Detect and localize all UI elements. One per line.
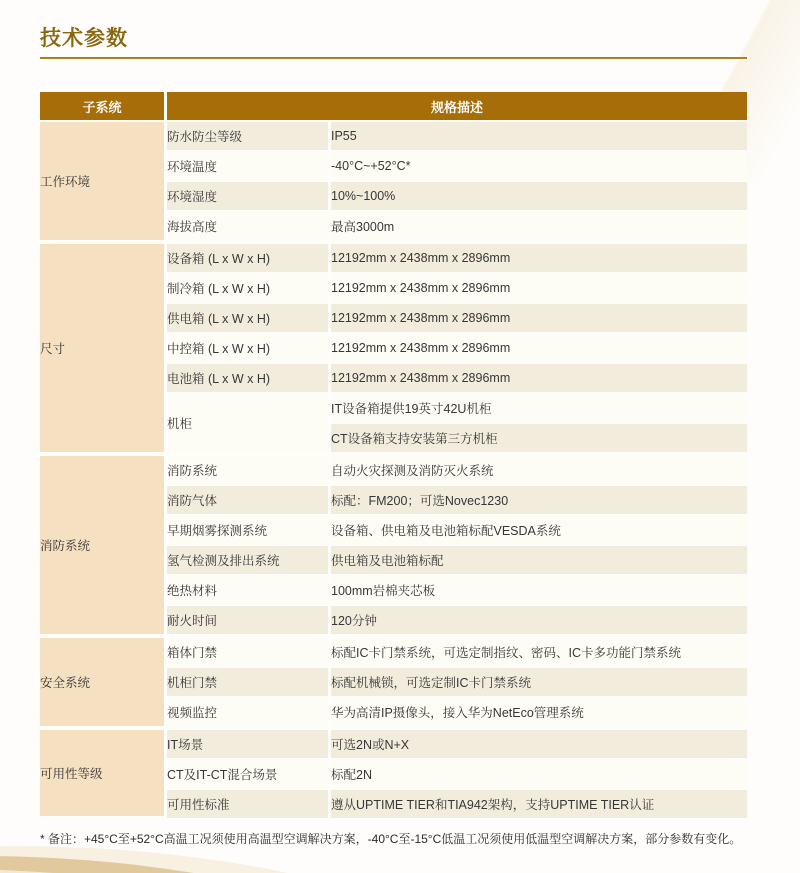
spec-value-cell: -40°C~+52°C* — [331, 152, 747, 182]
swoosh-decoration-cream — [0, 869, 500, 873]
table-row — [40, 456, 747, 486]
spec-table — [40, 92, 747, 820]
group-cell: 安全系统 — [40, 638, 167, 730]
spec-label-cell: 绝热材料 — [167, 576, 331, 606]
page-title: 技术参数 — [40, 27, 128, 50]
spec-value-cell: 标配2N — [331, 760, 747, 790]
spec-label-cell: 电池箱 (L x W x H) — [167, 364, 331, 394]
spec-label-cell: 防水防尘等级 — [167, 122, 331, 152]
spec-value-cell: 120分钟 — [331, 606, 747, 638]
swoosh-decoration-tan — [0, 856, 540, 873]
spec-value-cell: 12192mm x 2438mm x 2896mm — [331, 244, 747, 274]
spec-value-cell: 12192mm x 2438mm x 2896mm — [331, 364, 747, 394]
table-row — [40, 638, 747, 668]
spec-value-cell: 10%~100% — [331, 182, 747, 212]
table-header-row — [40, 92, 747, 122]
spec-value-cell: 100mm岩棉夹芯板 — [331, 576, 747, 606]
spec-label-cell: IT场景 — [167, 730, 331, 760]
spec-label-cell: 机柜 — [167, 394, 331, 456]
table-row — [40, 244, 747, 274]
spec-label-cell: 制冷箱 (L x W x H) — [167, 274, 331, 304]
spec-label-cell: CT及IT-CT混合场景 — [167, 760, 331, 790]
table-row — [40, 122, 747, 152]
spec-value-cell: 标配IC卡门禁系统，可选定制指纹、密码、IC卡多功能门禁系统 — [331, 638, 747, 668]
spec-label-cell: 视频监控 — [167, 698, 331, 730]
spec-label-cell: 可用性标准 — [167, 790, 331, 820]
group-cell: 可用性等级 — [40, 730, 167, 820]
spec-label-cell: 海拔高度 — [167, 212, 331, 244]
spec-value-cell: IT设备箱提供19英寸42U机柜 — [331, 394, 747, 424]
spec-label-cell: 环境温度 — [167, 152, 331, 182]
spec-label-cell: 耐火时间 — [167, 606, 331, 638]
table-row — [40, 730, 747, 760]
spec-value-cell: 设备箱、供电箱及电池箱标配VESDA系统 — [331, 516, 747, 546]
swoosh-decoration-light — [0, 846, 590, 873]
group-cell: 工作环境 — [40, 122, 167, 244]
group-cell: 尺寸 — [40, 244, 167, 456]
spec-label-cell: 早期烟雾探测系统 — [167, 516, 331, 546]
spec-value-cell: 华为高清IP摄像头，接入华为NetEco管理系统 — [331, 698, 747, 730]
spec-value-cell: 12192mm x 2438mm x 2896mm — [331, 304, 747, 334]
spec-value-cell: 最高3000m — [331, 212, 747, 244]
spec-value-cell: 遵从UPTIME TIER和TIA942架构，支持UPTIME TIER认证 — [331, 790, 747, 820]
spec-value-cell: 12192mm x 2438mm x 2896mm — [331, 334, 747, 364]
spec-value-cell: IP55 — [331, 122, 747, 152]
spec-value-cell: 标配机械锁，可选定制IC卡门禁系统 — [331, 668, 747, 698]
group-cell: 消防系统 — [40, 456, 167, 638]
spec-label-cell: 中控箱 (L x W x H) — [167, 334, 331, 364]
spec-value-cell: 标配：FM200；可选Novec1230 — [331, 486, 747, 516]
footnote: * 备注：+45°C至+52°C高温工况须使用高温型空调解决方案，-40°C至-15°C低温工况须使用低温型空调解决方案，部分参数有变化。 — [40, 832, 742, 846]
spec-value-cell: 12192mm x 2438mm x 2896mm — [331, 274, 747, 304]
header-subsystem: 子系统 — [40, 92, 167, 122]
spec-label-cell: 消防系统 — [167, 456, 331, 486]
spec-label-cell: 环境湿度 — [167, 182, 331, 212]
spec-label-cell: 箱体门禁 — [167, 638, 331, 668]
spec-label-cell: 消防气体 — [167, 486, 331, 516]
spec-label-cell: 氢气检测及排出系统 — [167, 546, 331, 576]
spec-label-cell: 机柜门禁 — [167, 668, 331, 698]
spec-label-cell: 供电箱 (L x W x H) — [167, 304, 331, 334]
spec-value-cell: CT设备箱支持安装第三方机柜 — [331, 424, 747, 456]
title-divider — [40, 57, 747, 59]
spec-value-cell: 可选2N或N+X — [331, 730, 747, 760]
header-spec: 规格描述 — [167, 92, 747, 122]
spec-label-cell: 设备箱 (L x W x H) — [167, 244, 331, 274]
spec-value-cell: 自动火灾探测及消防灭火系统 — [331, 456, 747, 486]
spec-value-cell: 供电箱及电池箱标配 — [331, 546, 747, 576]
